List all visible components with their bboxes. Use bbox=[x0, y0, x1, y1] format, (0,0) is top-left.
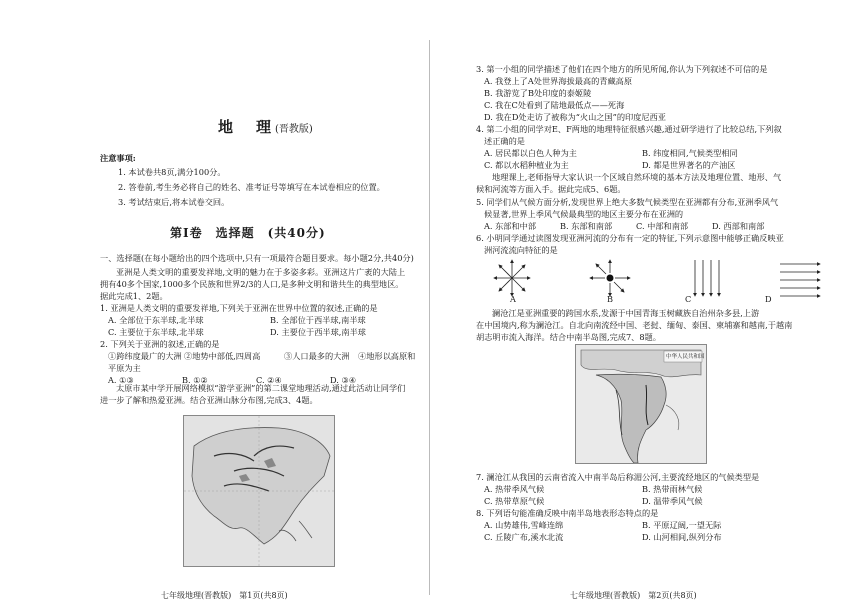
choice-instructions: 一、选择题(在每小题给出的四个选项中,只有一项最符合题目要求。每小题2分,共40分) bbox=[100, 253, 414, 263]
diagram-label-b: B bbox=[607, 294, 614, 304]
question-4-line1: 4. 第二小组的同学对E、F两地的地理特征很感兴趣,通过研学进行了比较总结,下列叙 bbox=[476, 124, 782, 134]
q2-option-a: A. ①③ bbox=[108, 375, 134, 385]
q1-option-d: D. 主要位于西半球,南半球 bbox=[270, 327, 366, 337]
intro3-line1: 地理课上,老师指导大家认识一个区域自然环境的基本方法及地理位置、地形、气 bbox=[492, 172, 782, 182]
q3-option-b: B. 我游览了B处印度的泰姬陵 bbox=[484, 88, 592, 98]
q8-option-b: B. 平原辽阔,一望无际 bbox=[642, 520, 722, 530]
q5-option-c: C. 中部和南部 bbox=[636, 221, 689, 231]
q2-item-1: ①跨纬度最广的大洲 bbox=[108, 351, 182, 361]
intro3-line2: 候和河流等方面入手。据此完成5、6题。 bbox=[476, 184, 626, 194]
asia-map-image bbox=[184, 416, 334, 566]
diagram-label-a: A bbox=[510, 294, 516, 304]
q7-option-c: C. 热带草原气候 bbox=[484, 496, 545, 506]
intro4-line3: 胡志明市流入海洋。结合中南半岛图,完成7、8题。 bbox=[476, 332, 661, 342]
q4-option-c: C. 都以水稻种植业为主 bbox=[484, 160, 569, 170]
diagram-b-center bbox=[607, 275, 614, 282]
q4-option-a: A. 居民都以白色人种为主 bbox=[484, 148, 577, 158]
q8-option-c: C. 丘陵广布,溪水北流 bbox=[484, 532, 564, 542]
question-6-line2: 洲河流流向特征的是 bbox=[484, 245, 558, 255]
q5-option-d: D. 西部和南部 bbox=[712, 221, 765, 231]
q4-option-d: D. 都是世界著名的产油区 bbox=[642, 160, 736, 170]
q2-option-d: D. ③④ bbox=[330, 375, 357, 385]
q7-option-d: D. 温带季风气候 bbox=[642, 496, 703, 506]
q5-option-a: A. 东部和中部 bbox=[484, 221, 537, 231]
q2-item-4-cont: 平原为主 bbox=[108, 363, 141, 373]
q1-option-a: A. 全部位于东半球,北半球 bbox=[108, 315, 204, 325]
notice-2: 2. 答卷前,考生务必将自己的姓名、准考证号等填写在本试卷相应的位置。 bbox=[118, 182, 385, 192]
q3-option-c: C. 我在C处看到了陆地最低点——死海 bbox=[484, 100, 625, 110]
q4-option-b: B. 纬度相同,气候类型相同 bbox=[642, 148, 738, 158]
indochina-map-image bbox=[576, 345, 706, 463]
q2-item-2: ②地势中部低,四周高 bbox=[184, 351, 261, 361]
q2-item-4: ④地形以高原和 bbox=[358, 351, 416, 361]
diagram-c bbox=[695, 260, 719, 296]
notice-3: 3. 考试结束后,将本试卷交回。 bbox=[118, 197, 230, 207]
question-2: 2. 下列关于亚洲的叙述,正确的是 bbox=[100, 339, 220, 349]
q7-option-a: A. 热带季风气候 bbox=[484, 484, 545, 494]
q3-option-a: A. 我登上了A处世界海拔最高的青藏高原 bbox=[484, 76, 633, 86]
right-page-footer: 七年级地理(晋教版) 第2页(共8页) bbox=[570, 591, 697, 600]
diagram-label-d: D bbox=[765, 294, 772, 304]
question-1: 1. 亚洲是人类文明的重要发祥地,下列关于亚洲在世界中位置的叙述,正确的是 bbox=[100, 303, 378, 313]
intro4-line2: 在中国境内,称为澜沧江。自北向南流经中国、老挝、缅甸、泰国、柬埔寨和越南,于越南 bbox=[476, 320, 793, 330]
question-5-line2: 候显著,世界上季风气候最典型的地区主要分布在亚洲的 bbox=[484, 209, 684, 219]
question-7: 7. 澜沧江从我国的云南省流入中南半岛后称湄公河,主要流经地区的气候类型是 bbox=[476, 472, 760, 482]
q1-option-b: B. 全部位于西半球,南半球 bbox=[270, 315, 366, 325]
question-8: 8. 下列语句能准确反映中南半岛地表形态特点的是 bbox=[476, 508, 659, 518]
intro1-line1: 亚洲是人类文明的重要发祥地,文明的魅力在于多姿多彩。亚洲这片广袤的大陆上 bbox=[116, 267, 406, 277]
diagram-d bbox=[780, 264, 820, 296]
intro2-line1: 太原市某中学开展网络模拟“游学亚洲”的第二课堂地理活动,通过此活动让同学们 bbox=[116, 383, 406, 393]
question-4-line2: 述正确的是 bbox=[484, 136, 525, 146]
q7-option-b: B. 热带雨林气候 bbox=[642, 484, 703, 494]
question-6-line1: 6. 小明同学通过读图发现亚洲河流的分布有一定的特征,下列示意图中能够正确反映亚 bbox=[476, 233, 784, 243]
left-page-footer: 七年级地理(晋教版) 第1页(共8页) bbox=[161, 591, 288, 600]
intro4-line1: 澜沧江是亚洲重要的跨国水系,发源于中国青海玉树藏族自治州杂多县,上游 bbox=[492, 308, 760, 318]
asia-mountain-map bbox=[183, 415, 335, 567]
notice-heading: 注意事项: bbox=[100, 153, 136, 163]
q3-option-d: D. 我在D处走访了被称为“火山之国”的印度尼西亚 bbox=[484, 112, 666, 122]
indochina-map bbox=[575, 344, 707, 464]
q1-option-c: C. 主要位于东半球,北半球 bbox=[108, 327, 204, 337]
q5-option-b: B. 东部和南部 bbox=[560, 221, 613, 231]
diagram-label-c: C bbox=[685, 294, 692, 304]
question-5-line1: 5. 同学们从气候方面分析,发现世界上绝大多数气候类型在亚洲都有分布,亚洲季风气 bbox=[476, 197, 779, 207]
question-3: 3. 第一小组的同学描述了他们在四个地方的所见所闻,你认为下列叙述不可信的是 bbox=[476, 64, 768, 74]
intro1-line3: 据此完成1、2题。 bbox=[100, 291, 168, 301]
section-title: 第Ⅰ卷 选择题 (共40分) bbox=[170, 226, 326, 240]
q8-option-a: A. 山势雄伟,雪峰连绵 bbox=[484, 520, 564, 530]
exam-title: 地 理(晋教版) bbox=[218, 118, 313, 136]
q2-option-c: C. ②④ bbox=[256, 375, 282, 385]
intro2-line2: 进一步了解和热爱亚洲。结合亚洲山脉分布图,完成3、4题。 bbox=[100, 395, 318, 405]
map-country-label: 中华人民共和国 bbox=[666, 354, 705, 360]
river-direction-diagrams bbox=[490, 256, 840, 306]
q2-item-3: ③人口最多的大洲 bbox=[284, 351, 350, 361]
notice-1: 1. 本试卷共8页,满分100分。 bbox=[118, 167, 226, 177]
q8-option-d: D. 山河相间,纵列分布 bbox=[642, 532, 722, 542]
intro1-line2: 拥有40多个国家,1000多个民族和世界2/3的人口,是多种文明和谐共生的典型地区。 bbox=[100, 279, 404, 289]
diagram-a bbox=[494, 260, 530, 296]
q2-option-b: B. ①② bbox=[182, 375, 208, 385]
right-page bbox=[430, 0, 860, 608]
